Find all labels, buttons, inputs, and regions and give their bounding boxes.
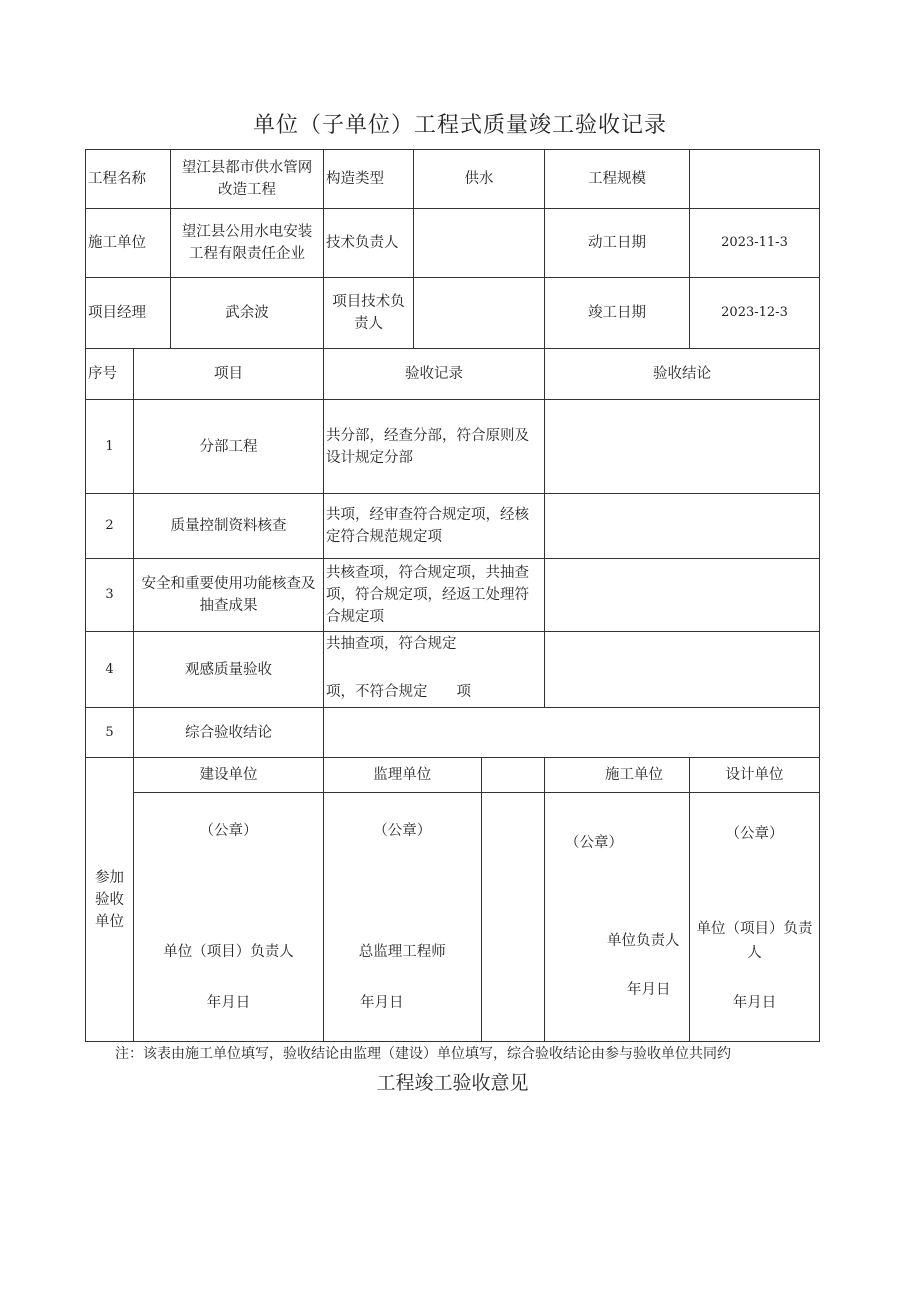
date-design: 年月日: [732, 995, 777, 1011]
row-seq: 4: [86, 632, 134, 708]
signer-supervision: 总监理工程师: [358, 944, 446, 960]
unit-name-design: 设计单位: [690, 758, 820, 793]
summary-seq: 5: [86, 708, 134, 758]
contractor-label: 施工单位: [86, 209, 171, 278]
row-seq: 1: [86, 400, 134, 494]
date-contractor: 年月日: [627, 982, 671, 998]
row-item: 分部工程: [134, 400, 324, 494]
signer-construction: 单位（项目）负责人: [163, 944, 294, 960]
row-item: 质量控制资料核查: [134, 494, 324, 559]
structure-type-label: 构造类型: [324, 150, 414, 209]
finish-date-label: 竣工日期: [545, 278, 690, 349]
row-conclusion: [545, 559, 820, 632]
unit-block-split: [324, 793, 545, 1042]
date-supervision: 年月日: [360, 995, 404, 1011]
structure-type-value: 供水: [414, 150, 545, 209]
row-conclusion: [545, 632, 820, 708]
acceptance-record-table: [85, 149, 820, 1042]
participants-label: 参加 验收 单位: [86, 758, 134, 1042]
header-seq: 序号: [86, 349, 134, 400]
row-item: 安全和重要使用功能核查及 抽查成果: [134, 559, 324, 632]
scale-label: 工程规模: [545, 150, 690, 209]
finish-date-value: 2023-12-3: [690, 278, 820, 349]
items-header-row: [86, 349, 820, 400]
unit-name-contractor-spacer: [481, 758, 544, 792]
summary-value: [324, 708, 820, 758]
unit-name-supervision: 监理单位: [324, 758, 481, 792]
unit-block-construction: [134, 793, 324, 1042]
scale-value: [690, 150, 820, 209]
participants-body-row: [86, 793, 820, 1042]
summary-label: 综合验收结论: [134, 708, 324, 758]
unit-name-contractor: 施工单位: [545, 758, 690, 793]
project-name-value: 望江县都市供水管网 改造工程: [171, 150, 324, 209]
next-section-title: 工程竣工验收意见: [376, 1072, 529, 1094]
unit-name-construction: 建设单位: [134, 758, 324, 793]
row-record: 共核查项，符合规定项，共抽查 项，符合规定项，经返工处理符 合规定项: [324, 559, 545, 632]
row-record: 共分部，经查分部，符合原则及 设计规定分部: [324, 400, 545, 494]
seal-contractor: （公章）: [565, 835, 623, 851]
unit-block-design: [690, 793, 820, 1042]
project-name-label: 工程名称: [86, 150, 171, 209]
seal-design: （公章）: [725, 826, 784, 842]
date-construction: 年月日: [206, 995, 251, 1011]
tech-lead-label: 技术负责人: [324, 209, 414, 278]
row-record: 共抽查项，符合规定 项，不符合规定 项: [324, 632, 545, 708]
info-row-project: [86, 150, 820, 209]
project-tech-lead-value: [414, 278, 545, 349]
row-item: 观感质量验收: [134, 632, 324, 708]
start-date-label: 动工日期: [545, 209, 690, 278]
contractor-value: 望江县公用水电安装 工程有限责任企业: [171, 209, 324, 278]
page-title: 单位（子单位）工程式质量竣工验收记录: [252, 113, 667, 138]
header-conclusion: 验收结论: [545, 349, 820, 400]
start-date-value: 2023-11-3: [690, 209, 820, 278]
header-item: 项目: [134, 349, 324, 400]
header-record: 验收记录: [324, 349, 545, 400]
info-row-contractor: [86, 209, 820, 278]
participants-header-row: [86, 758, 820, 793]
unit-block-supervision: [324, 793, 481, 1041]
row-conclusion: [545, 400, 820, 494]
row-seq: 2: [86, 494, 134, 559]
row-seq: 3: [86, 559, 134, 632]
row-record: 共项，经审查符合规定项，经核 定符合规范规定项: [324, 494, 545, 559]
table-row: [86, 494, 820, 559]
seal-supervision: （公章）: [373, 823, 432, 839]
unit-name-split: [324, 758, 545, 793]
tech-lead-value: [414, 209, 545, 278]
manager-label: 项目经理: [86, 278, 171, 349]
signer-contractor: 单位负责人: [607, 933, 680, 949]
signer-design: 单位（项目）负责: [696, 921, 813, 937]
table-row: [86, 400, 820, 494]
info-row-manager: [86, 278, 820, 349]
unit-block-contractor: [545, 793, 690, 1042]
manager-value: 武余波: [171, 278, 324, 349]
table-row: [86, 559, 820, 632]
project-tech-lead-label: 项目技术负 责人: [324, 278, 414, 349]
footnote: 注：该表由施工单位填写，验收结论由监理（建设）单位填写，综合验收结论由参与验收单位共同约: [115, 1046, 731, 1062]
summary-row: [86, 708, 820, 758]
signer-design-cont: 人: [747, 945, 762, 961]
table-row: [86, 632, 820, 708]
seal-construction: （公章）: [199, 823, 258, 839]
row-conclusion: [545, 494, 820, 559]
